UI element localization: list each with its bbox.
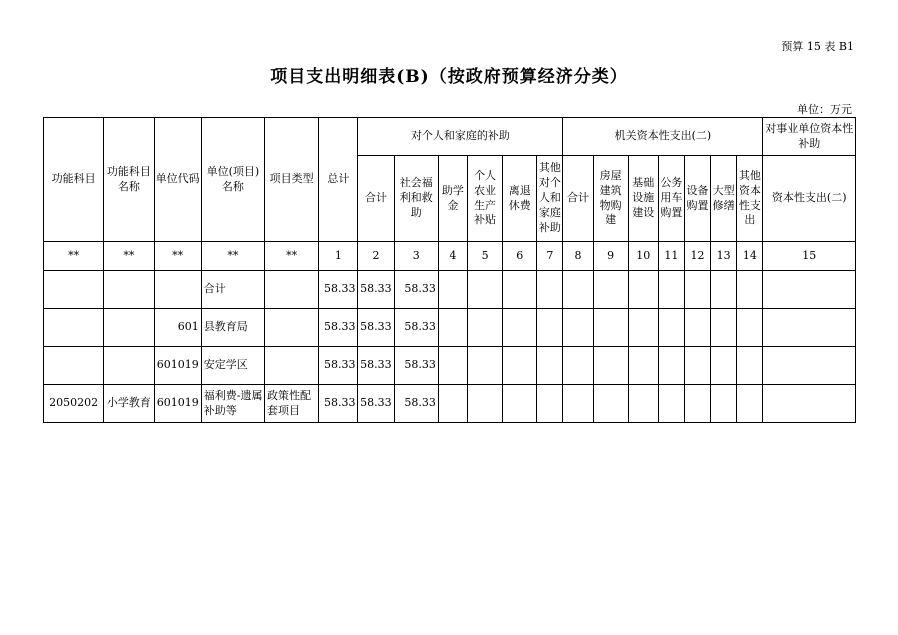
unit-code-cell [154,271,201,309]
empty-cell [628,347,658,385]
header-total: 总计 [319,118,358,242]
empty-cell [537,271,563,309]
empty-cell [711,347,737,385]
p-welfare-cell: 58.33 [394,309,438,347]
table-row [44,347,856,385]
unit-code-cell: 601 [154,309,201,347]
empty-cell [438,309,467,347]
empty-cell [684,385,710,423]
empty-cell [763,271,856,309]
func-name-cell: 小学教育 [104,385,154,423]
index-cell: 6 [503,242,537,271]
unit-code-cell: 601019 [154,347,201,385]
p-subtotal-cell: 58.33 [358,309,394,347]
unit-name-cell: 安定学区 [201,347,264,385]
total-cell: 58.33 [319,347,358,385]
empty-cell [711,385,737,423]
empty-cell [737,271,763,309]
func-code-cell: 2050202 [44,385,104,423]
empty-cell [763,385,856,423]
header-c-other: 其他资本性支出 [737,156,763,242]
p-welfare-cell: 58.33 [394,385,438,423]
unit-name-cell: 福利费-遗属补助等 [201,385,264,423]
empty-cell [658,385,684,423]
empty-cell [658,309,684,347]
table-row [44,385,856,423]
empty-cell [438,271,467,309]
p-welfare-cell: 58.33 [394,347,438,385]
header-group-public: 对事业单位资本性补助 [763,118,856,156]
empty-cell [658,271,684,309]
empty-cell [763,309,856,347]
index-cell: 1 [319,242,358,271]
empty-cell [684,347,710,385]
total-cell: 58.33 [319,271,358,309]
empty-cell [467,385,502,423]
empty-cell [628,385,658,423]
index-cell: 13 [711,242,737,271]
header-c-building: 房屋建筑物购建 [593,156,628,242]
p-subtotal-cell: 58.33 [358,385,394,423]
empty-cell [737,347,763,385]
index-cell: 9 [593,242,628,271]
empty-cell [467,347,502,385]
index-cell: 5 [467,242,502,271]
empty-cell [628,309,658,347]
index-cell: ** [265,242,319,271]
index-row [44,242,856,271]
header-c-equip: 设备购置 [684,156,710,242]
index-cell: 12 [684,242,710,271]
empty-cell [593,347,628,385]
unit-name-cell: 合计 [201,271,264,309]
p-subtotal-cell: 58.33 [358,271,394,309]
index-cell: ** [154,242,201,271]
header-func-subject: 功能科目 [44,118,104,242]
empty-cell [503,347,537,385]
empty-cell [537,347,563,385]
empty-cell [684,271,710,309]
total-cell: 58.33 [319,309,358,347]
empty-cell [438,347,467,385]
unit-code-cell: 601019 [154,385,201,423]
header-p-grant: 助学金 [438,156,467,242]
func-name-cell [104,347,154,385]
empty-cell [563,309,593,347]
index-cell: 14 [737,242,763,271]
header-p-welfare: 社会福利和救助 [394,156,438,242]
func-name-cell [104,309,154,347]
empty-cell [438,385,467,423]
index-cell: 3 [394,242,438,271]
header-c-infra: 基础设施建设 [628,156,658,242]
header-group-personal: 对个人和家庭的补助 [358,118,563,156]
project-type-cell [265,347,319,385]
header-c-repair: 大型修缮 [711,156,737,242]
index-cell: 10 [628,242,658,271]
empty-cell [737,385,763,423]
header-unit-name: 单位(项目)名称 [201,118,264,242]
form-code: 预算 15 表 B1 [781,40,854,53]
func-code-cell [44,309,104,347]
empty-cell [563,385,593,423]
empty-cell [711,271,737,309]
empty-cell [503,309,537,347]
budget-table [43,117,856,423]
empty-cell [467,271,502,309]
header-p-retire: 离退休费 [503,156,537,242]
header-c-vehicle: 公务用车购置 [658,156,684,242]
index-cell: 4 [438,242,467,271]
index-cell: ** [44,242,104,271]
func-code-cell [44,347,104,385]
header-group-capital: 机关资本性支出(二) [563,118,763,156]
empty-cell [563,271,593,309]
p-welfare-cell: 58.33 [394,271,438,309]
empty-cell [593,271,628,309]
empty-cell [593,385,628,423]
header-unit-code: 单位代码 [154,118,201,242]
empty-cell [593,309,628,347]
header-c-subtotal: 合计 [563,156,593,242]
unit-label: 单位：万元 [797,103,852,116]
table-row [44,309,856,347]
empty-cell [467,309,502,347]
p-subtotal-cell: 58.33 [358,347,394,385]
empty-cell [737,309,763,347]
unit-name-cell: 县教育局 [201,309,264,347]
empty-cell [628,271,658,309]
empty-cell [658,347,684,385]
header-p-agri: 个人农业生产补贴 [467,156,502,242]
header-s-capital: 资本性支出(二) [763,156,856,242]
index-cell: 2 [358,242,394,271]
index-cell: ** [104,242,154,271]
empty-cell [503,385,537,423]
table-row [44,271,856,309]
index-cell: 8 [563,242,593,271]
index-cell: 7 [537,242,563,271]
header-p-other: 其他对个人和家庭补助 [537,156,563,242]
empty-cell [503,271,537,309]
func-code-cell [44,271,104,309]
empty-cell [563,347,593,385]
project-type-cell [265,271,319,309]
header-project-type: 项目类型 [265,118,319,242]
project-type-cell: 政策性配套项目 [265,385,319,423]
total-cell: 58.33 [319,385,358,423]
index-cell: 11 [658,242,684,271]
empty-cell [537,385,563,423]
empty-cell [684,309,710,347]
header-func-subject-name: 功能科目名称 [104,118,154,242]
index-cell: ** [201,242,264,271]
empty-cell [763,347,856,385]
func-name-cell [104,271,154,309]
empty-cell [711,309,737,347]
page-title: 项目支出明细表(B)（按政府预算经济分类） [270,67,628,87]
header-p-subtotal: 合计 [358,156,394,242]
project-type-cell [265,309,319,347]
index-cell: 15 [763,242,856,271]
empty-cell [537,309,563,347]
